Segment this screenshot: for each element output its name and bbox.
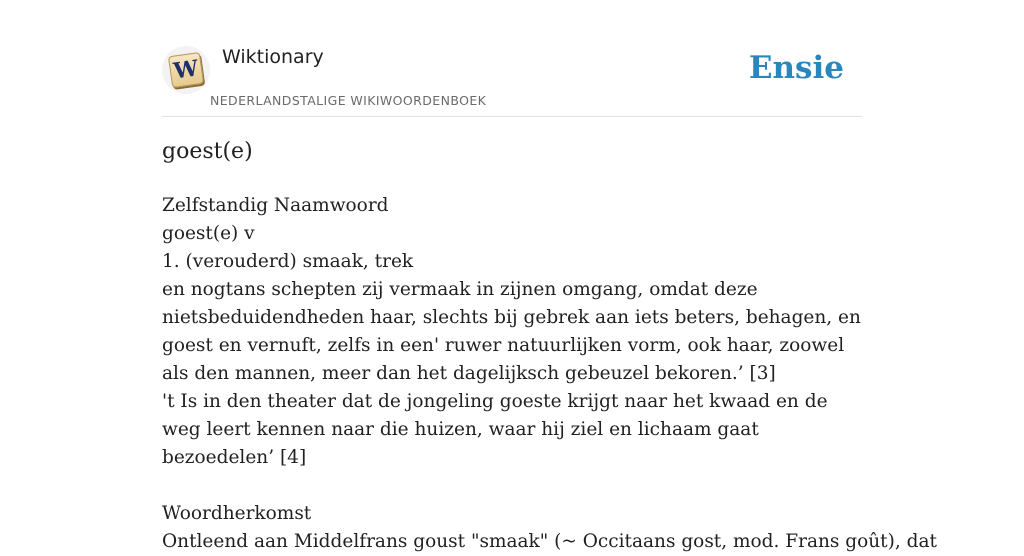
wiktionary-logo[interactable] (162, 46, 210, 94)
site-header (162, 0, 862, 117)
etymology-heading: Woordherkomst (162, 503, 312, 524)
example-quote-1: en nogtans schepten zij vermaak in zijnen omgang, omdat deze nietsbeduidendheden haar, slechts bij gebrek aan iets beters, behagen, en goest en vernuft, zelfs in een' ruwer natuurlijken vorm, ook haar, zoowel als den mannen, meer dan het dagelijksch gebeuzel bekoren.’ [3] (162, 279, 861, 384)
page-title: goest(e) (162, 139, 253, 164)
site-title[interactable]: Wiktionary (222, 46, 324, 68)
section-spacer (162, 472, 862, 500)
entry-content (162, 192, 937, 556)
etymology-text: Ontleend aan Middelfrans goust "smaak" (~ Occitaans gost, mod. Frans goût), dat (162, 531, 937, 552)
part-of-speech: Zelfstandig Naamwoord (162, 195, 389, 216)
page-container (162, 0, 937, 552)
definition-1: 1. (verouderd) smaak, trek (162, 251, 414, 272)
headword-gender: goest(e) v (162, 223, 255, 244)
example-quote-2: 't Is in den theater dat de jongeling goeste krijgt naar het kwaad en de weg leert kennen naar die huizen, waar hij ziel en lichaam gaat bezoedelen’ [4] (162, 391, 828, 468)
site-subtitle: NEDERLANDSTALIGE WIKIWOORDENBOEK (210, 93, 487, 108)
ensie-brand-link[interactable]: Ensie (748, 50, 844, 86)
logo-tile-icon: W (168, 52, 204, 88)
